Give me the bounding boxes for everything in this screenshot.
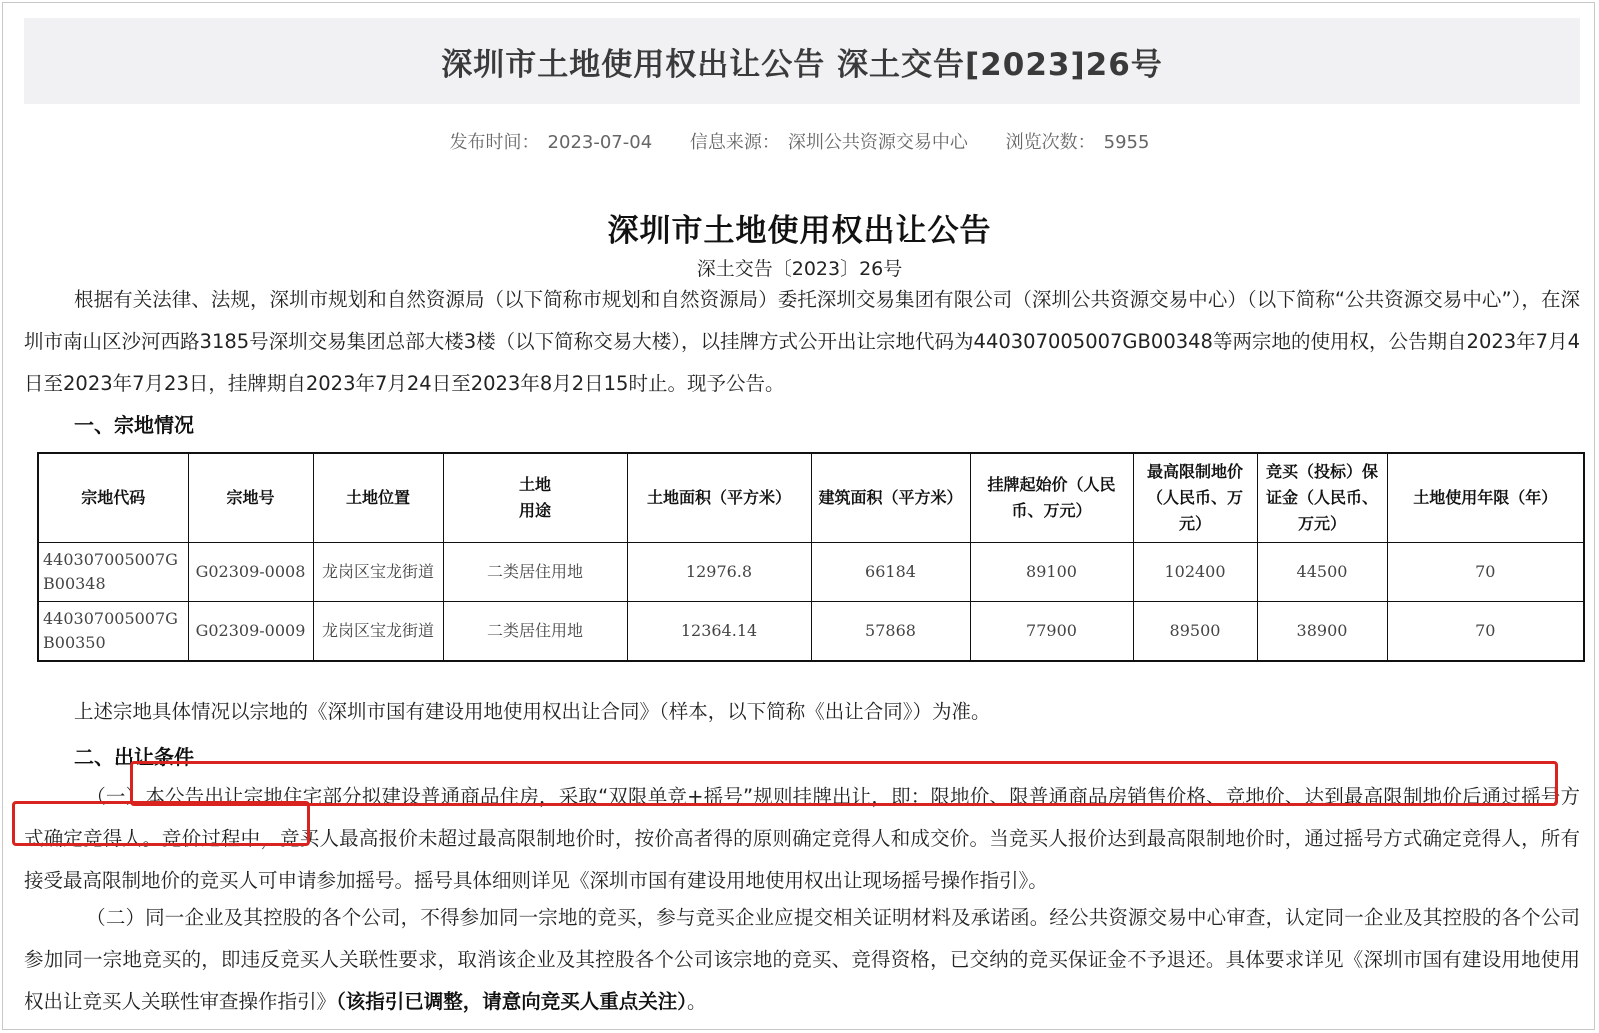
section-heading-conditions: 二、出让条件	[74, 745, 194, 769]
cell-land-use: 二类居住用地	[443, 543, 627, 602]
column-header: 最高限制地价（人民币、万元）	[1133, 453, 1257, 543]
document-title: 深圳市土地使用权出让公告	[607, 213, 992, 249]
column-header: 宗地号	[188, 453, 313, 543]
document-number: 深土交告〔2023〕26号	[696, 258, 903, 280]
column-header-line: 土地	[518, 475, 551, 494]
column-header: 宗地代码	[38, 453, 188, 543]
cell-land-area: 12364.14	[627, 602, 811, 662]
column-header: 竞买（投标）保证金（人民币、万元）	[1257, 453, 1387, 543]
column-header: 挂牌起始价（人民币、万元）	[970, 453, 1133, 543]
cell-parcel-code: 440307005007GB00348	[38, 543, 188, 602]
page-header	[24, 18, 1580, 104]
article-meta	[0, 128, 1599, 154]
cell-building-area: 57868	[811, 602, 970, 662]
table-row	[38, 602, 1584, 662]
column-header: 土地位置	[313, 453, 443, 543]
condition-2-paragraph: （二）同一企业及其控股的各个公司，不得参加同一宗地的竞买，参与竞买企业应提交相关证明材料及承诺函。经公共资源交易中心审查，认定同一企业及其控股的各个公司参加同一宗地竞买的，即违反竞买人关联性要求，取消该企业及其控股各个公司该宗地的竞买、竞得资格，已交纳的竞买保证金不予退还。具体要求详见《深圳市国有建设用地使用权出让竞买人关联性审查操作指引》（该指引已调整，请意向竞买人重点关注）。	[24, 906, 1580, 1013]
column-header: 土地使用年限（年）	[1387, 453, 1584, 543]
table-header-row	[38, 453, 1584, 543]
column-header: 土地面积（平方米）	[627, 453, 811, 543]
column-header	[443, 453, 627, 543]
cell-term-years: 70	[1387, 602, 1584, 662]
cell-parcel-number: G02309-0009	[188, 602, 313, 662]
intro-paragraph: 根据有关法律、法规，深圳市规划和自然资源局（以下简称市规划和自然资源局）委托深圳交易集团有限公司（深圳公共资源交易中心）（以下简称“公共资源交易中心”），在深圳市南山区沙河西路3185号深圳交易集团总部大楼3楼（以下简称交易大楼），以挂牌方式公开出让宗地代码为440307005007GB00348等两宗地的使用权，公告期自2023年7月4日至2023年7月23日，挂牌期自2023年7月24日至2023年8月2日15时止。现予公告。	[24, 288, 1580, 395]
cell-building-area: 66184	[811, 543, 970, 602]
column-header: 建筑面积（平方米）	[811, 453, 970, 543]
page-header-title: 深圳市土地使用权出让公告 深土交告[2023]26号	[441, 46, 1163, 83]
column-header-line: 用途	[518, 501, 551, 520]
cell-max-price: 102400	[1133, 543, 1257, 602]
publish-time: 发布时间： 2023-07-04	[449, 132, 653, 153]
highlighted-rule-text: 本公告出让宗地住宅部分拟建设普通商品住房，采取“双限单竞+摇号”规则挂牌出让，即：限地价、限普通商品房销售价格、竞地价、达到最高限制地价后通过摇号方式确定竞得人。	[24, 785, 1580, 850]
section-heading-parcels: 一、宗地情况	[74, 413, 194, 437]
cell-starting-price: 89100	[970, 543, 1133, 602]
cell-max-price: 89500	[1133, 602, 1257, 662]
cell-deposit: 44500	[1257, 543, 1387, 602]
cell-location: 龙岗区宝龙街道	[313, 543, 443, 602]
cell-parcel-number: G02309-0008	[188, 543, 313, 602]
cell-deposit: 38900	[1257, 602, 1387, 662]
cell-land-use: 二类居住用地	[443, 602, 627, 662]
table-row	[38, 543, 1584, 602]
info-source: 信息来源： 深圳公共资源交易中心	[689, 132, 968, 153]
view-count: 浏览次数： 5955	[1005, 132, 1150, 153]
condition-1-paragraph: （一）本公告出让宗地住宅部分拟建设普通商品住房，采取“双限单竞+摇号”规则挂牌出让，即：限地价、限普通商品房销售价格、竞地价、达到最高限制地价后通过摇号方式确定竞得人。竞价过程中，竞买人最高报价未超过最高限制地价时，按价高者得的原则确定竞得人和成交价。当竞买人报价达到最高限制地价时，通过摇号方式确定竞得人，所有接受最高限制地价的竞买人可申请参加摇号。摇号具体细则详见《深圳市国有建设用地使用权出让现场摇号操作指引》。	[24, 785, 1580, 892]
cell-land-area: 12976.8	[627, 543, 811, 602]
guideline-adjusted-notice: （该指引已调整，请意向竞买人重点关注）	[336, 990, 688, 1013]
contract-note-paragraph: 上述宗地具体情况以宗地的《深圳市国有建设用地使用权出让合同》（样本，以下简称《出让合同》）为准。	[74, 700, 991, 723]
cell-parcel-code: 440307005007GB00350	[38, 602, 188, 662]
cell-starting-price: 77900	[970, 602, 1133, 662]
cell-term-years: 70	[1387, 543, 1584, 602]
parcel-table	[37, 452, 1585, 662]
cell-location: 龙岗区宝龙街道	[313, 602, 443, 662]
